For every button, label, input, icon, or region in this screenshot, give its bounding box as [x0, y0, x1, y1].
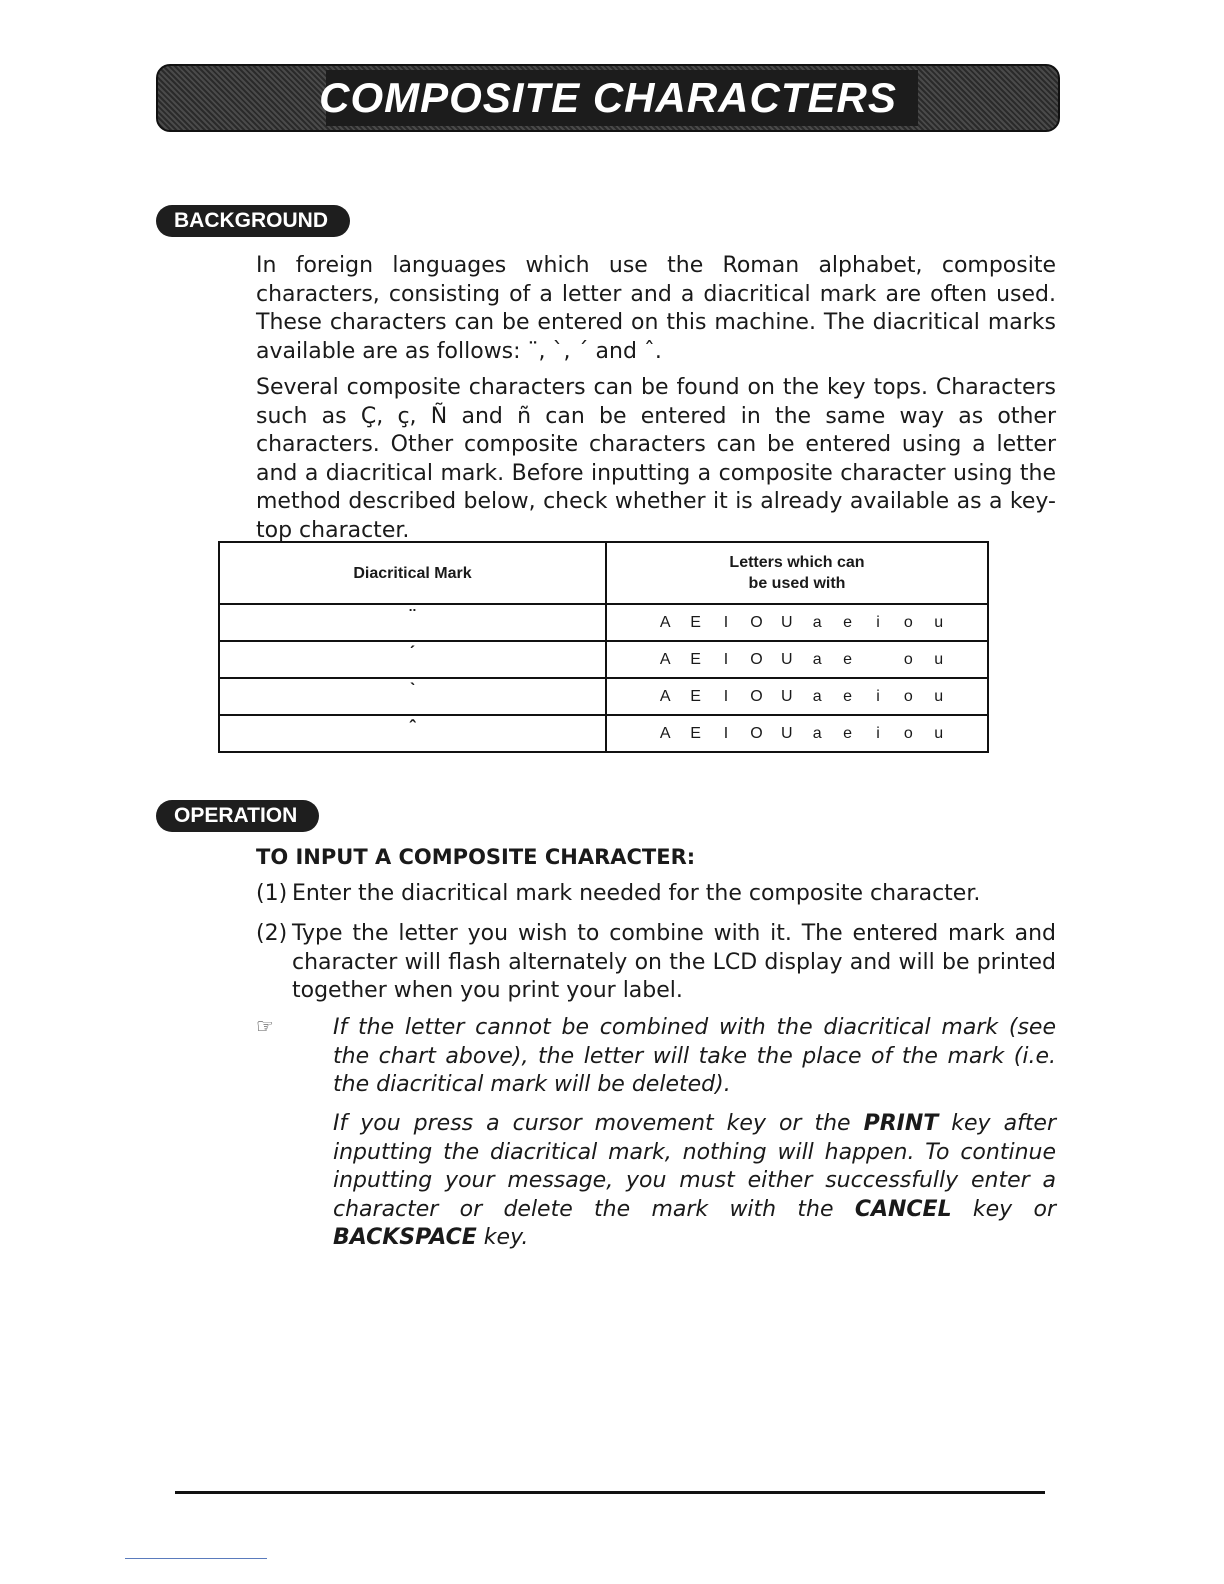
letter: A	[659, 650, 671, 668]
backspace-key-label: BACKSPACE	[333, 1225, 477, 1250]
letter: I	[723, 613, 729, 631]
step-text: Enter the diacritical mark needed for the composite character.	[292, 881, 981, 906]
table-row	[219, 715, 988, 752]
table-body	[219, 604, 988, 752]
letter: A	[659, 724, 671, 742]
background-section-label: BACKGROUND	[156, 205, 350, 237]
table-row	[219, 641, 988, 678]
header-letters-line2: be used with	[748, 575, 846, 592]
letter: e	[843, 613, 853, 631]
step-2	[256, 920, 1056, 1006]
step-number: (2)	[256, 921, 288, 946]
letter: o	[903, 613, 913, 631]
letter: i	[876, 613, 880, 631]
letter: u	[934, 687, 944, 705]
background-paragraph-2: Several composite characters can be found on the key tops. Characters such as Ç, ç, Ñ and ñ can be entered in the same way as other characters. Other composite characters can be entered using a letter and a diacritical mark. Before inputting a composite character using the method described below, check whether it is already available as a key-top character.	[256, 375, 1056, 543]
letter: e	[843, 724, 853, 742]
diacritical-mark-cell: ˆ	[219, 715, 606, 752]
letters-cell	[606, 715, 988, 752]
letter: E	[690, 613, 701, 631]
letter: a	[812, 687, 822, 705]
step-number: (1)	[256, 881, 288, 906]
letter: I	[723, 724, 729, 742]
table-row	[219, 604, 988, 641]
footer-link-rule	[125, 1558, 267, 1559]
letters-cell	[606, 641, 988, 678]
letter: e	[843, 650, 853, 668]
letter: e	[843, 687, 853, 705]
pointing-hand-icon: ☞	[256, 1016, 274, 1038]
title-banner	[156, 64, 1060, 132]
letters-cell	[606, 604, 988, 641]
header-diacritical-mark: Diacritical Mark	[219, 542, 606, 604]
table-header-row	[219, 542, 988, 604]
letter: O	[750, 724, 763, 742]
note-text: If you press a cursor movement key or the	[333, 1111, 864, 1136]
letter	[863, 651, 893, 669]
diacritical-mark-cell: ¨	[219, 604, 606, 641]
letter: a	[812, 724, 822, 742]
letter: O	[750, 650, 763, 668]
letter: u	[934, 650, 944, 668]
diacritical-mark-cell: ˊ	[219, 641, 606, 678]
letter: i	[876, 724, 880, 742]
letter: o	[903, 724, 913, 742]
print-key-label: PRINT	[863, 1111, 939, 1136]
letter: U	[781, 687, 793, 705]
step-1	[256, 880, 1056, 909]
page-title: COMPOSITE CHARACTERS	[319, 74, 897, 121]
header-letters-line1: Letters which can	[729, 554, 865, 571]
operation-section-label: OPERATION	[156, 800, 319, 832]
letter: u	[934, 613, 944, 631]
letter: u	[934, 724, 944, 742]
table-row	[219, 678, 988, 715]
note-text: key after inputting the diacritical mark, nothing will happen. To continue inputting your message, you must either successfully enter a character or delete the mark with the	[333, 1111, 1057, 1222]
header-letters	[606, 542, 988, 604]
letter: O	[750, 687, 763, 705]
letter: i	[876, 687, 880, 705]
cancel-key-label: CANCEL	[854, 1196, 952, 1222]
footer-rule	[175, 1491, 1045, 1494]
letter: E	[690, 687, 701, 705]
letter: I	[723, 650, 729, 668]
letter: E	[690, 724, 701, 742]
letter: A	[659, 613, 671, 631]
note-paragraph-1: If the letter cannot be combined with the diacritical mark (see the chart above), the letter will take the place of the mark (i.e. the diacritical mark will be deleted).	[333, 1015, 1056, 1097]
letter: o	[903, 687, 913, 705]
letter: I	[723, 687, 729, 705]
letter: A	[659, 687, 671, 705]
letters-cell	[606, 678, 988, 715]
note-text: key or	[951, 1196, 1056, 1222]
note-paragraph-2	[333, 1110, 1056, 1253]
letter: E	[690, 650, 701, 668]
letter: o	[903, 650, 913, 668]
letter: a	[812, 650, 822, 668]
letter: O	[750, 613, 763, 631]
diacritical-mark-cell: ˋ	[219, 678, 606, 715]
step-text: Type the letter you wish to combine with it. The entered mark and character will flash alternately on the LCD display and will be printed together when you print your label.	[292, 921, 1056, 1003]
letter: U	[781, 613, 793, 631]
background-paragraph-1: In foreign languages which use the Roman alphabet, composite characters, consisting of a letter and a diacritical mark are often used. These characters can be entered on this machine. The diacritical marks available are as follows: ¨, ˋ, ˊ and ˆ.	[256, 253, 1056, 364]
letter: a	[812, 613, 822, 631]
diacritical-table	[218, 541, 989, 753]
note-text: key.	[476, 1225, 529, 1250]
operation-heading: TO INPUT A COMPOSITE CHARACTER:	[256, 845, 696, 869]
letter: U	[781, 724, 793, 742]
letter: U	[781, 650, 793, 668]
